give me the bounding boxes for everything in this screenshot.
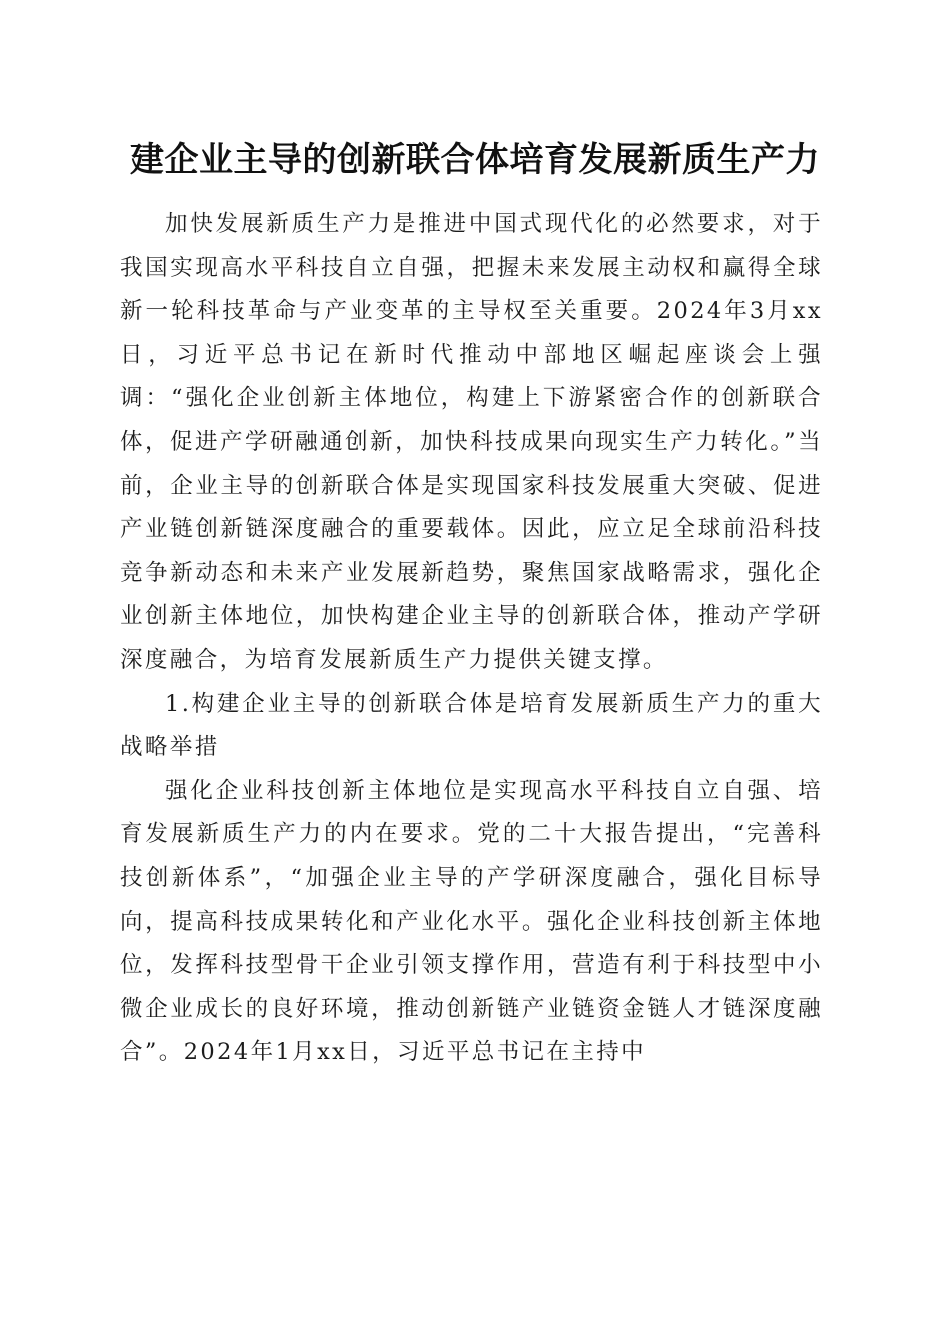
- document-body: [120, 203, 823, 1075]
- document-title: 建企业主导的创新联合体培育发展新质生产力: [130, 140, 820, 180]
- paragraph-intro: 加快发展新质生产力是推进中国式现代化的必然要求，对于我国实现高水平科技自立自强，把握未来发展主动权和赢得全球新一轮科技革命与产业变革的主导权至关重要。2024年3月xx日，习近平总书记在新时代推动中部地区崛起座谈会上强调：“强化企业创新主体地位，构建上下游紧密合作的创新联合体，促进产学研融通创新，加快科技成果向现实生产力转化。”当前，企业主导的创新联合体是实现国家科技发展重大突破、促进产业链创新链深度融合的重要载体。因此，应立足全球前沿科技竞争新动态和未来产业发展新趋势，聚焦国家战略需求，强化企业创新主体地位，加快构建企业主导的创新联合体，推动产学研深度融合，为培育发展新质生产力提供关键支撑。: [120, 211, 823, 673]
- section-heading-1: 1.构建企业主导的创新联合体是培育发展新质生产力的重大战略举措: [120, 690, 823, 761]
- paragraph-section-1: 强化企业科技创新主体地位是实现高水平科技自立自强、培育发展新质生产力的内在要求。党的二十大报告提出，“完善科技创新体系”，“加强企业主导的产学研深度融合，强化目标导向，提高科技成果转化和产业化水平。强化企业科技创新主体地位，发挥科技型骨干企业引领支撑作用，营造有利于科技型中小微企业成长的良好环境，推动创新链产业链资金链人才链深度融合”。2024年1月xx日，习近平总书记在主持中: [120, 777, 823, 1066]
